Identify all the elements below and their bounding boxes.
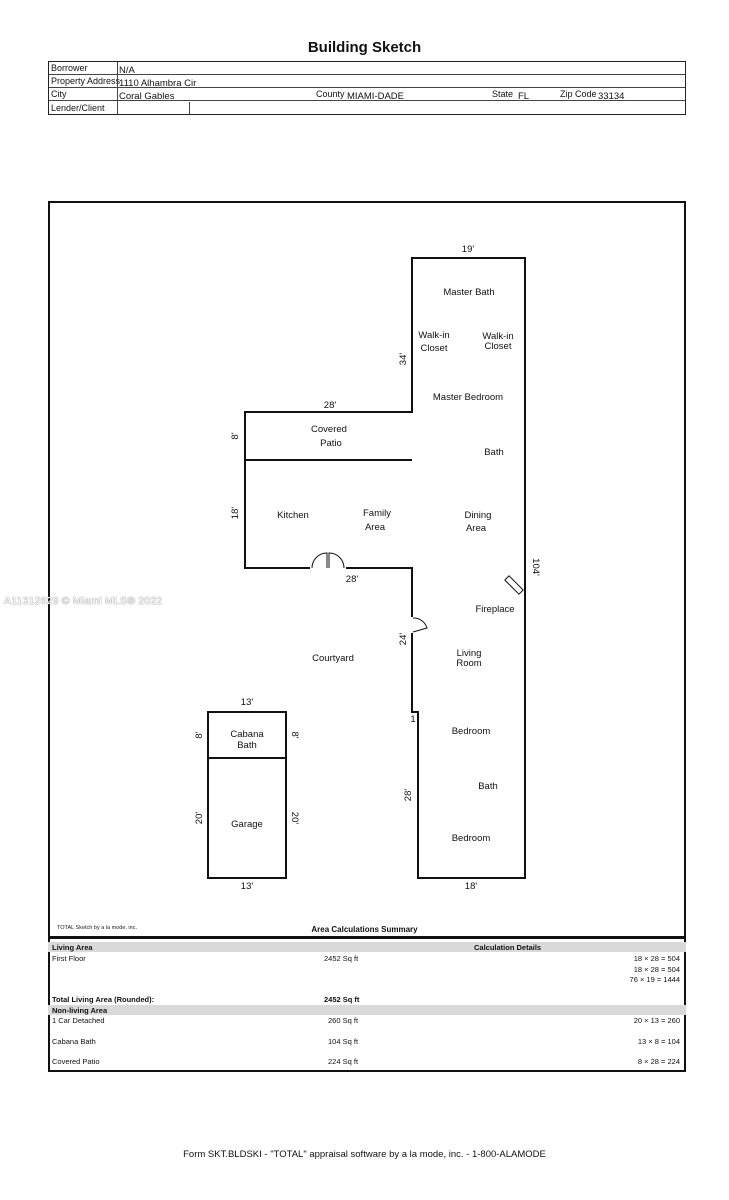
form-title: Building Sketch: [307, 39, 422, 56]
calc-living-1: 18 × 28 = 504: [633, 954, 680, 963]
dim-cabana-8-left: 8': [194, 731, 205, 739]
nonliving-calc-cabana: 13 × 8 = 104: [637, 1037, 680, 1046]
area-summary-table: [48, 936, 686, 1072]
room-bedroom-2: Bedroom: [451, 833, 491, 844]
room-dining-area: Dining: [464, 510, 492, 521]
first-floor-label: First Floor: [52, 954, 86, 963]
room-master-bedroom: Master Bedroom: [432, 392, 504, 403]
nonliving-label-patio: Covered Patio: [52, 1057, 100, 1066]
nonliving-label-cabana: Cabana Bath: [52, 1037, 96, 1046]
dim-kitchen-18: 18': [230, 506, 241, 520]
room-bath-1: Bath: [484, 447, 504, 458]
room-walkin-closet-1-line2: Closet: [420, 343, 448, 354]
room-kitchen: Kitchen: [277, 510, 309, 521]
room-living-room: Living: [456, 648, 482, 659]
double-door-symbol: [310, 552, 346, 569]
dim-lower-28: 28': [403, 788, 414, 802]
calc-living-3: 76 × 19 = 1444: [629, 975, 680, 984]
county-label: County: [316, 89, 345, 99]
dim-right-104: 104': [530, 558, 541, 576]
dim-mid-28: 28': [345, 574, 359, 585]
address-value: 1110 Alhambra Cir: [119, 78, 197, 89]
room-courtyard: Courtyard: [312, 653, 354, 664]
city-value: Coral Gables: [119, 91, 175, 102]
borrower-label: Borrower: [51, 63, 88, 73]
dim-garage-13: 13': [240, 881, 254, 892]
address-label: Property Address: [51, 76, 121, 86]
state-value: FL: [518, 91, 530, 102]
room-bedroom-1: Bedroom: [451, 726, 491, 737]
lender-label: Lender/Client: [51, 103, 105, 113]
area-summary-title: Area Calculations Summary: [311, 925, 418, 934]
city-label: City: [51, 89, 67, 99]
nonliving-area-garage: 260 Sq ft: [328, 1016, 359, 1025]
dim-one: 1: [410, 714, 416, 725]
dim-garage-20-right: 20': [289, 811, 300, 825]
room-covered-patio-line2: Patio: [320, 438, 342, 449]
room-family-area: Family: [363, 508, 391, 519]
room-living-room-line2: Room: [456, 658, 482, 669]
county-value: MIAMI-DADE: [347, 91, 404, 102]
room-family-area-line2: Area: [364, 522, 386, 533]
calc-living-2: 18 × 28 = 504: [633, 965, 680, 974]
room-cabana-bath-line2: Bath: [237, 740, 257, 751]
state-label: State: [492, 89, 514, 99]
room-walkin-closet-2-line2: Closet: [484, 341, 512, 352]
total-living-label: Total Living Area (Rounded):: [52, 995, 155, 1004]
room-walkin-closet-1: Walk-in: [418, 330, 450, 341]
dim-cabana-13: 13': [240, 697, 254, 708]
nonliving-area-header: Non-living Area: [52, 1006, 108, 1015]
living-area-header: Living Area: [52, 943, 93, 952]
dim-cabana-8-right: 8': [289, 731, 300, 739]
zip-label: Zip Code: [560, 89, 597, 99]
form-footer: Form SKT.BLDSKI - "TOTAL" appraisal software by a la mode, inc. - 1-800-ALAMODE: [183, 1149, 546, 1160]
dim-top-19: 19': [461, 244, 475, 255]
dim-patio-8: 8': [230, 432, 241, 440]
dim-patio-28: 28': [323, 400, 337, 411]
fireplace-symbol: [505, 576, 523, 594]
room-dining-area-line2: Area: [465, 523, 487, 534]
zip-value: 33134: [598, 91, 625, 102]
room-garage: Garage: [231, 819, 263, 830]
side-door-symbol: [411, 617, 427, 633]
dim-garage-20-left: 20': [194, 811, 205, 825]
room-bath-2: Bath: [478, 781, 498, 792]
dim-left-24: 24': [398, 632, 409, 646]
calc-details-header: Calculation Details: [474, 943, 542, 952]
room-cabana-bath: Cabana: [230, 729, 264, 740]
nonliving-calc-garage: 20 × 13 = 260: [633, 1016, 680, 1025]
dim-bottom-18: 18': [464, 881, 478, 892]
nonliving-area-cabana: 104 Sq ft: [328, 1037, 359, 1046]
room-fireplace: Fireplace: [475, 604, 515, 615]
nonliving-header-band: [48, 1005, 686, 1015]
mls-watermark: A11312629 © Miami MLS® 2022: [4, 595, 163, 607]
borrower-value: N/A: [119, 65, 135, 76]
first-floor-area: 2452 Sq ft: [324, 954, 359, 963]
total-living-area: 2452 Sq ft: [324, 995, 360, 1004]
dim-left-34: 34': [398, 352, 409, 366]
room-covered-patio: Covered: [311, 424, 347, 435]
nonliving-calc-patio: 8 × 28 = 224: [637, 1057, 680, 1066]
nonliving-label-garage: 1 Car Detached: [52, 1016, 105, 1025]
living-header-band: [48, 942, 686, 952]
room-master-bath: Master Bath: [443, 287, 495, 298]
sketch-credit: TOTAL Sketch by a la mode, inc.: [57, 925, 137, 931]
nonliving-area-patio: 224 Sq ft: [328, 1057, 359, 1066]
room-walkin-closet-2: Walk-in: [482, 331, 514, 342]
